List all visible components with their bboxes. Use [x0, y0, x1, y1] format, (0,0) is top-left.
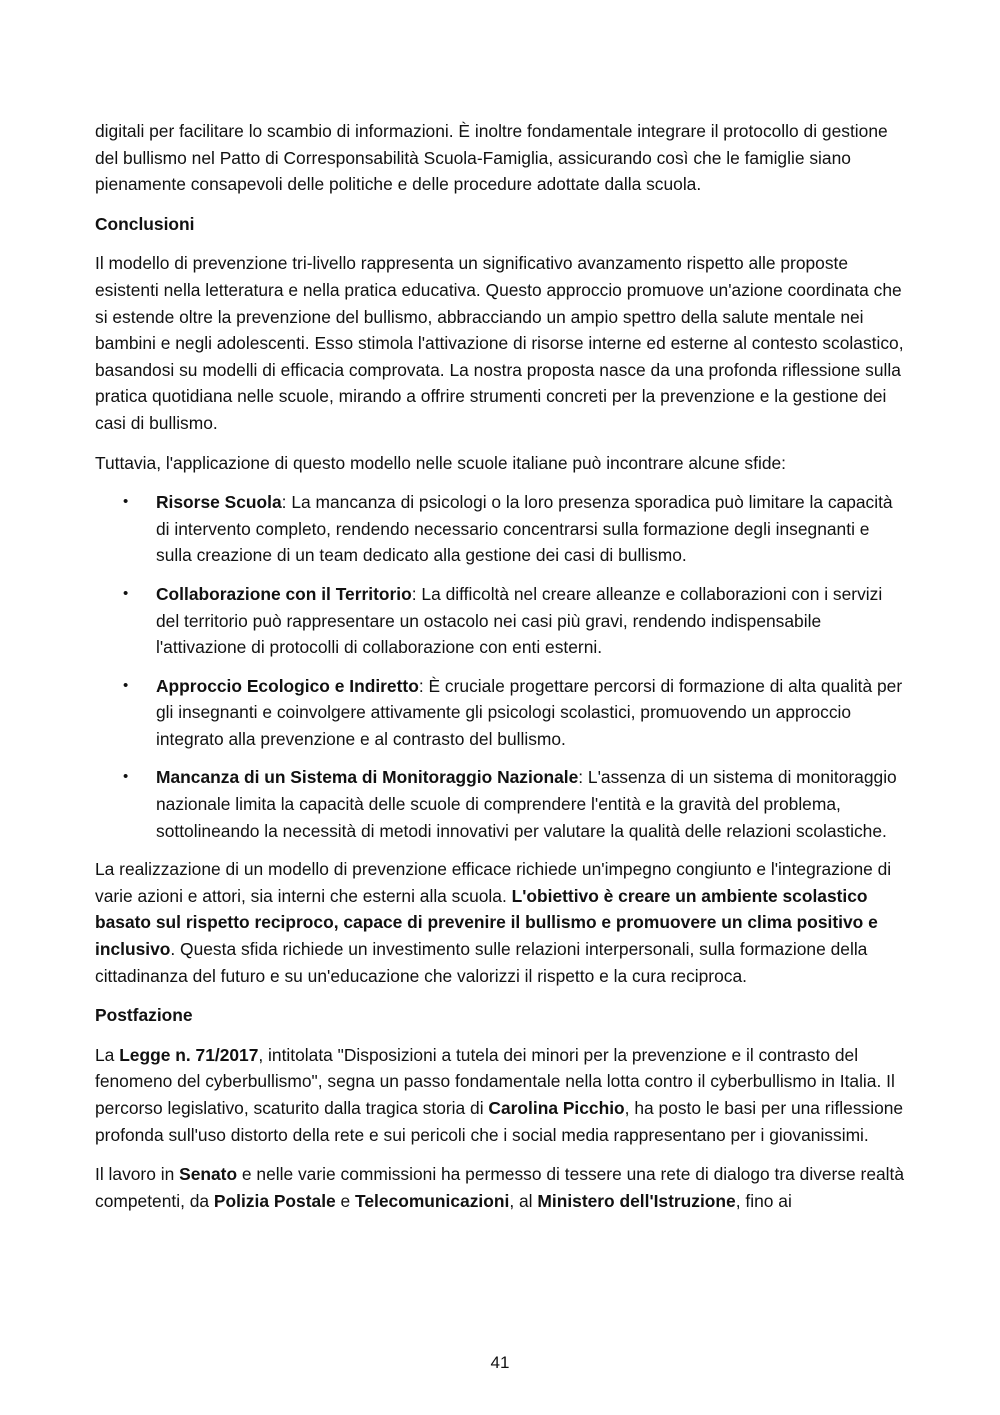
paragraph-realizzazione — [95, 856, 907, 989]
paragraph-text: , intitolata "Disposizioni a tutela dei minori per la prevenzione e il contrasto del fenomeno del cyberbullismo", segna un passo fondamentale nella lotta contro il cyberbullismo in Italia. Il percorso legislativo, scaturito dalla tragica storia di — [95, 1044, 895, 1118]
bold-text: Telecomunicazioni — [355, 1190, 510, 1211]
challenges-list — [95, 489, 907, 844]
paragraph-legge — [95, 1042, 907, 1148]
bold-text: L'obiettivo è creare un ambiente scolastico basato sul rispetto reciproco, capace di prevenire il bullismo e promuovere un clima positivo e inclusivo — [95, 885, 878, 960]
heading-postfazione: Postfazione — [95, 1005, 193, 1026]
page-body — [95, 118, 907, 1227]
list-item-text: : La difficoltà nel creare alleanze e collaborazioni con i servizi del territorio può rappresentare un ostacolo nei casi più gravi, rendendo indispensabile l'attivazione di protocolli di collaborazione con enti esterni. — [156, 583, 883, 658]
bullet-icon: • — [123, 584, 129, 602]
paragraph-text: La — [95, 1044, 120, 1065]
paragraph-text: La realizzazione di un modello di prevenzione efficace richiede un'impegno congiunto e l'integrazione di varie azioni e attori, sia interni che esterni alla scuola. — [95, 859, 892, 906]
bold-text: Senato — [179, 1164, 238, 1185]
bold-text: Polizia Postale — [213, 1190, 336, 1211]
list-item-text: : È cruciale progettare percorsi di formazione di alta qualità per gli insegnanti e coinvolgere attivamente gli psicologi scolastici, promuovendo un approccio integrato alla prevenzione e al contrasto del bullismo. — [156, 675, 903, 749]
list-item-title: Risorse Scuola — [156, 492, 282, 513]
paragraph-text: e nelle varie commissioni ha permesso di tessere una rete di dialogo tra diverse realtà competenti, da — [95, 1164, 905, 1211]
list-item-title: Mancanza di un Sistema di Monitoraggio Nazionale — [156, 767, 579, 788]
bullet-icon: • — [123, 493, 129, 511]
heading-conclusioni: Conclusioni — [95, 213, 195, 234]
bold-text: Legge n. 71/2017 — [119, 1044, 259, 1065]
bullet-icon: • — [123, 676, 129, 694]
paragraph-text: e — [335, 1190, 356, 1211]
paragraph-text: , al — [509, 1190, 538, 1211]
list-item — [95, 673, 907, 753]
paragraph-text: Il modello di prevenzione tri-livello rappresenta un significativo avanzamento rispetto alle proposte esistenti nella letteratura e nella pratica educativa. Questo approccio promuove un'azione coordinata che si estende oltre la prevenzione del bullismo, abbracciando un ampio spettro della salute mentale nei bambini e negli adolescenti. Esso stimola l'attivazione di risorse interne ed esterne al contesto scolastico, basandosi su modelli di efficacia comprovata. La nostra proposta nasce da una profonda riflessione sulla pratica quotidiana nelle scuole, mirando a offrire strumenti concreti per la prevenzione e la gestione dei casi di bullismo. — [95, 253, 904, 433]
list-item — [95, 764, 907, 844]
list-item — [95, 581, 907, 661]
bold-text: Carolina Picchio — [488, 1098, 625, 1118]
list-item-title: Approccio Ecologico e Indiretto — [156, 675, 419, 696]
paragraph-text: , fino ai — [735, 1190, 792, 1211]
list-item-text: : L'assenza di un sistema di monitoraggio nazionale limita la capacità delle scuole di comprendere l'entità e la gravità del problema, sottolineando la necessità di metodi innovativi per valutare la qualità delle relazioni scolastiche. — [156, 767, 897, 841]
list-item — [95, 489, 907, 569]
paragraph-text: Tuttavia, l'applicazione di questo modello nelle scuole italiane può incontrare alcune sfide: — [95, 452, 786, 473]
paragraph-intro — [95, 118, 907, 198]
bold-text: Ministero dell'Istruzione — [537, 1190, 736, 1211]
paragraph-text: . Questa sfida richiede un investimento sulle relazioni interpersonali, sulla formazione della cittadinanza del futuro e su un'educazione che valorizzi il rispetto e la cura reciproca. — [95, 939, 868, 986]
paragraph-text: Il lavoro in — [95, 1164, 180, 1185]
page-number: 41 — [490, 1353, 510, 1372]
paragraph-sfide-intro — [95, 450, 907, 477]
bullet-icon: • — [123, 768, 129, 786]
list-item-text: : La mancanza di psicologi o la loro presenza sporadica può limitare la capacità di intervento completo, rendendo necessario concentrarsi sulla formazione degli insegnanti e sulla creazione di un team dedicato alla gestione dei casi di bullismo. — [156, 492, 893, 566]
paragraph-modello — [95, 250, 907, 436]
paragraph-text: , ha posto le basi per una riflessione profonda sull'uso distorto della rete e sui pericoli che i social media rappresentano per i giovanissimi. — [95, 1098, 904, 1145]
paragraph-text: digitali per facilitare lo scambio di informazioni. È inoltre fondamentale integrare il protocollo di gestione del bullismo nel Patto di Corresponsabilità Scuola-Famiglia, assicurando così che le famiglie siano pienamente consapevoli delle politiche e delle procedure adottate dalla scuola. — [95, 121, 888, 195]
paragraph-senato — [95, 1161, 907, 1214]
list-item-title: Collaborazione con il Territorio — [156, 583, 412, 604]
